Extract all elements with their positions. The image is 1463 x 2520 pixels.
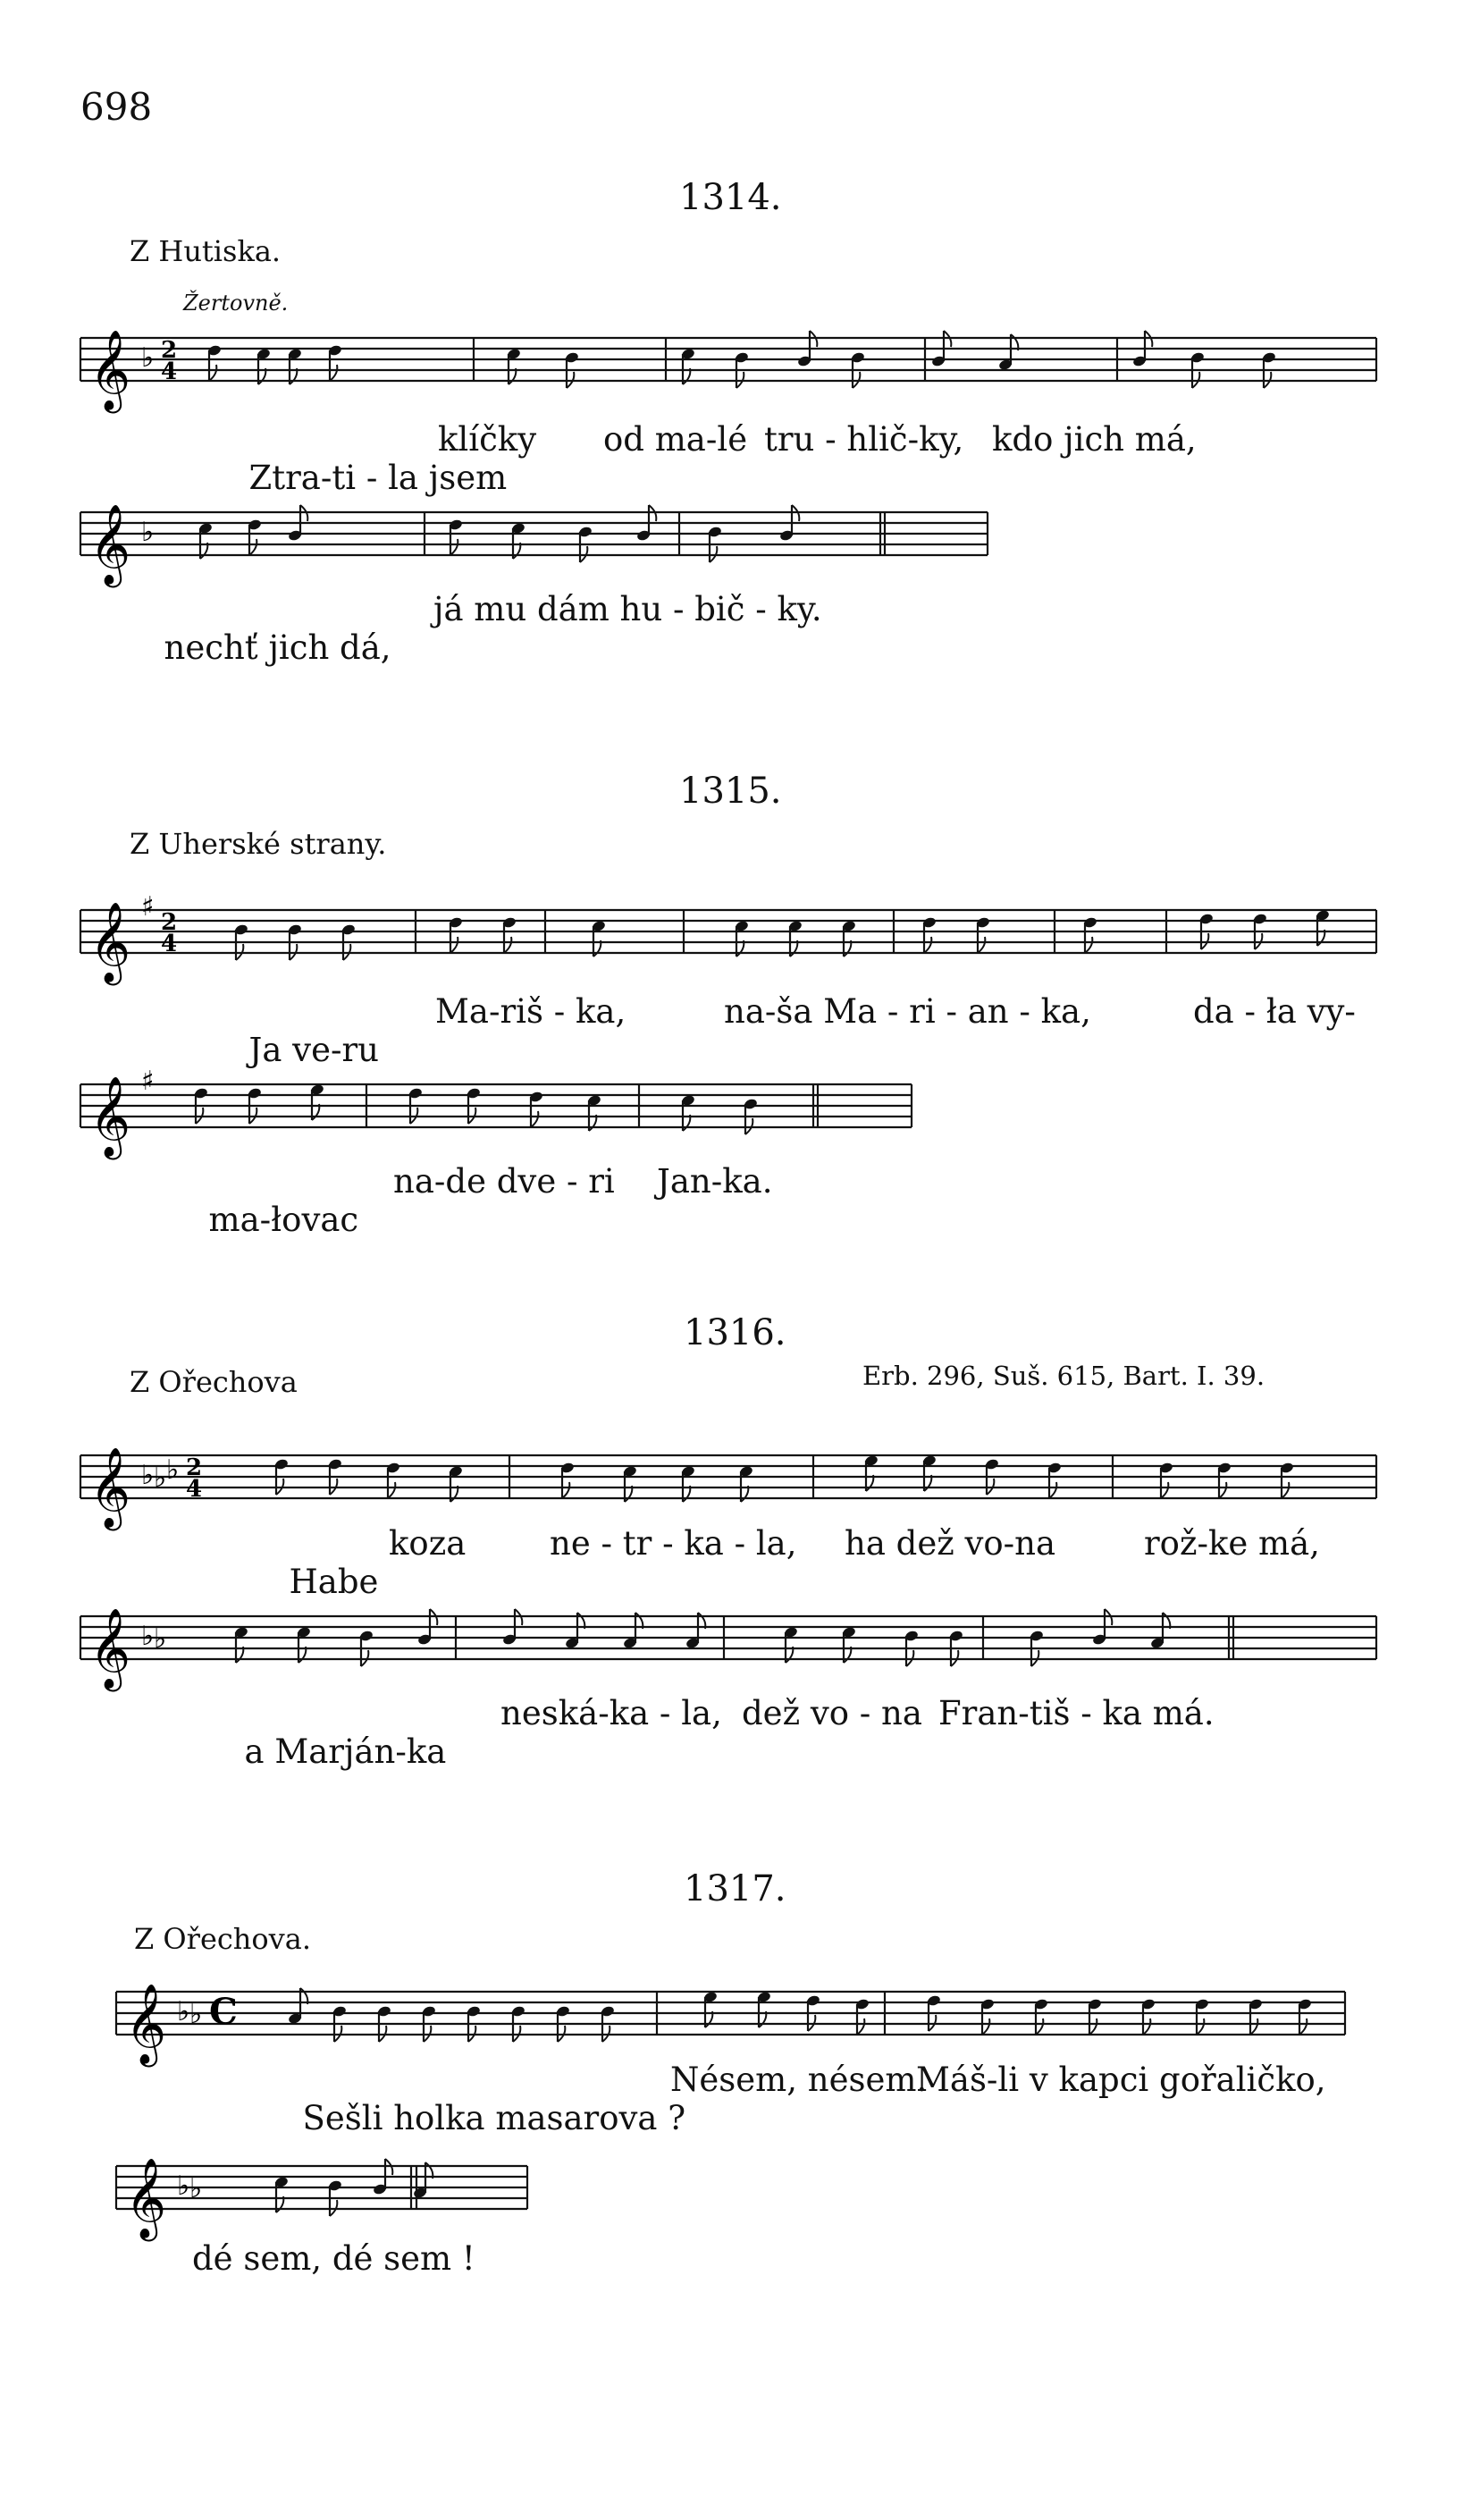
song-origin: Z Hutiska. xyxy=(130,234,282,268)
music-staff xyxy=(116,1976,1345,2064)
lyric-segment: Ma-riš - ka, xyxy=(435,992,626,1031)
lyric-segment: ma-łovac xyxy=(208,1201,359,1239)
music-staff xyxy=(80,1600,1376,1689)
lyric-segment: na-ša Ma - ri - an - ka, xyxy=(724,992,1091,1031)
lyric-segment: Jan-ka. xyxy=(657,1162,773,1201)
note-flag xyxy=(450,539,458,555)
flat-icon: ♭ xyxy=(189,1999,203,2030)
lyric-line: dé sem, dé sem ! xyxy=(192,2239,475,2278)
time-signature-top: 2 xyxy=(161,909,178,936)
song-number: 1314. xyxy=(679,177,782,218)
lyric-segment: tru - hlič-ky, xyxy=(764,420,964,459)
note-flag xyxy=(562,1482,569,1498)
lyric-segment: Ztra-ti - la jsem xyxy=(248,459,508,497)
flat-icon: ♭ xyxy=(154,1462,167,1494)
note-flag xyxy=(504,937,511,953)
music-staff xyxy=(80,1066,912,1157)
time-signature-bottom: 4 xyxy=(161,358,178,385)
note-flag xyxy=(978,937,985,953)
flat-icon: ♭ xyxy=(141,342,155,374)
music-staff xyxy=(80,496,988,585)
music-staff xyxy=(116,2150,527,2238)
song-number: 1317. xyxy=(684,1868,786,1909)
common-time-icon: C xyxy=(209,1991,238,2033)
flat-icon: ♭ xyxy=(141,1460,155,1491)
lyric-segment: Ja ve-ru xyxy=(248,1031,380,1069)
lyric-segment: a Marján-ka xyxy=(244,1732,447,1771)
note-flag xyxy=(924,937,931,953)
sharp-icon: ♯ xyxy=(141,1066,155,1097)
lyric-segment: na-de dve - ri xyxy=(393,1162,615,1201)
lyric-segment: Fran-tiš - ka má. xyxy=(938,1694,1215,1732)
lyric-segment: neská-ka - la, xyxy=(500,1694,722,1732)
page-number: 698 xyxy=(80,85,153,129)
lyric-segment: ha dež vo-na xyxy=(845,1524,1056,1563)
lyric-segment: Habe xyxy=(289,1563,379,1601)
note-flag xyxy=(1049,1482,1056,1498)
time-signature-bottom: 4 xyxy=(161,931,178,957)
treble-clef-icon: 𝄞 xyxy=(125,1984,167,2064)
note-flag xyxy=(1197,2019,1204,2035)
flat-icon: ♭ xyxy=(141,517,155,548)
music-staff xyxy=(80,322,1376,410)
lyric-segment: já mu dám hu - bič - ky. xyxy=(433,590,822,628)
sharp-icon: ♯ xyxy=(141,891,155,923)
treble-clef-icon: 𝄞 xyxy=(89,1608,131,1689)
note-flag xyxy=(1299,2019,1307,2035)
bibliographic-source: Erb. 296, Suš. 615, Bart. I. 39. xyxy=(862,1361,1265,1391)
note-flag xyxy=(1219,1482,1226,1498)
flat-icon: ♭ xyxy=(177,1996,190,2027)
note-flag xyxy=(1282,1482,1289,1498)
lyric-line xyxy=(143,590,822,705)
note-flag xyxy=(857,2019,864,2035)
tempo-marking: Žertovně. xyxy=(183,291,289,316)
lyric-segment: kdo jich má, xyxy=(992,420,1197,459)
treble-clef-icon: 𝄞 xyxy=(125,2158,167,2238)
flat-icon: ♭ xyxy=(154,1623,167,1655)
note-flag xyxy=(1250,2019,1257,2035)
lyric-segment: ne - tr - ka - la, xyxy=(550,1524,797,1563)
lyric-segment: Máš-li v kapci gořaličko, xyxy=(916,2061,1326,2099)
flat-icon: ♭ xyxy=(166,1454,180,1486)
note-flag xyxy=(1036,2019,1043,2035)
song-origin: Z Uherské strany. xyxy=(130,827,387,861)
flat-icon: ♭ xyxy=(141,1621,155,1652)
lyric-segment: nechť jich dá, xyxy=(164,628,391,667)
note-flag xyxy=(1143,2019,1150,2035)
note-flag xyxy=(1161,1482,1168,1498)
note-flag xyxy=(249,539,256,555)
time-signature-top: 2 xyxy=(161,337,178,364)
lyric-line xyxy=(223,1694,1215,1886)
treble-clef-icon: 𝄞 xyxy=(89,1447,131,1528)
lyric-segment: Sešli holka masarova ? xyxy=(302,2099,686,2137)
music-staff xyxy=(80,1439,1376,1528)
song-origin: Z Ořechova xyxy=(130,1365,298,1399)
treble-clef-icon: 𝄞 xyxy=(89,330,131,410)
music-staff xyxy=(80,891,1376,982)
treble-clef-icon: 𝄞 xyxy=(89,1076,131,1157)
time-signature-top: 2 xyxy=(186,1454,203,1481)
time-signature-bottom: 4 xyxy=(186,1476,203,1503)
lyric-segment: dež vo - na xyxy=(742,1694,922,1732)
note-flag xyxy=(1085,937,1092,953)
note-flag xyxy=(388,1482,395,1498)
song-number: 1316. xyxy=(684,1312,786,1353)
treble-clef-icon: 𝄞 xyxy=(89,902,131,982)
song-origin: Z Ořechova. xyxy=(134,1922,311,1956)
lyric-line xyxy=(188,1162,773,1316)
flat-icon: ♭ xyxy=(177,2170,190,2202)
lyric-segment: Nésem, nésem. xyxy=(670,2061,928,2099)
note-flag xyxy=(450,937,458,953)
note-flag xyxy=(209,365,216,381)
lyric-segment: da - ła vy- xyxy=(1193,992,1356,1031)
lyric-segment: rož-ke má, xyxy=(1144,1524,1320,1563)
lyric-segment: koza xyxy=(389,1524,467,1563)
note-flag xyxy=(982,2019,989,2035)
note-flag xyxy=(1089,2019,1097,2035)
song-number: 1315. xyxy=(679,771,782,812)
lyric-segment: klíčky xyxy=(438,420,537,459)
note-flag xyxy=(531,1111,538,1127)
lyric-segment: od ma-lé xyxy=(603,420,748,459)
flat-icon: ♭ xyxy=(189,2173,203,2204)
treble-clef-icon: 𝄞 xyxy=(89,504,131,585)
note-flag xyxy=(330,365,337,381)
